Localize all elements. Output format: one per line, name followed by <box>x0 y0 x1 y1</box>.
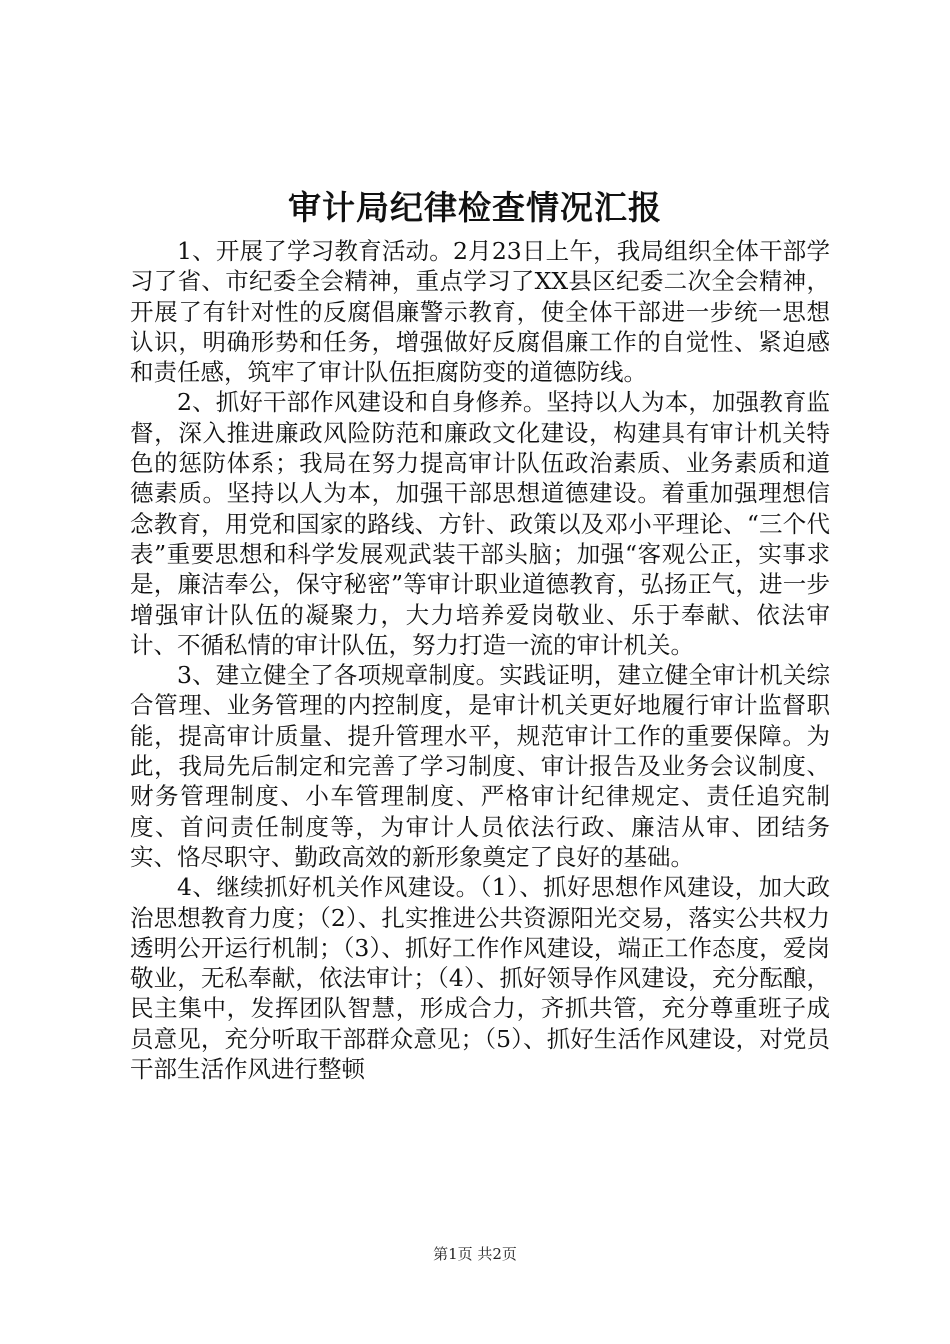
document-title: 审计局纪律检查情况汇报 <box>288 188 662 227</box>
paragraph-4: 4、继续抓好机关作风建设。（1）、抓好思想作风建设，加大政治思想教育力度；（2）、扎实推进公共资源阳光交易，落实公共权力透明公开运行机制；（3）、抓好工作作风建设，端正工作态度，爱岗敬业，无私奉献，依法审计；（4）、抓好领导作风建设，充分酝酿，民主集中，发挥团队智慧，形成合力，齐抓共管，充分尊重班子成员意见，充分听取干部群众意见；（5）、抓好生活作风建设，对党员干部生活作风进行整顿 <box>130 873 830 1084</box>
paragraph-3: 3、建立健全了各项规章制度。实践证明，建立健全审计机关综合管理、业务管理的内控制度，是审计机关更好地履行审计监督职能，提高审计质量、提升管理水平，规范审计工作的重要保障。为此，我局先后制定和完善了学习制度、审计报告及业务会议制度、财务管理制度、小车管理制度、严格审计纪律规定、责任追究制度、首问责任制度等，为审计人员依法行政、廉洁从审、团结务实、恪尽职守、勤政高效的新形象奠定了良好的基础。 <box>130 661 830 871</box>
page-footer: 第1页 共2页 <box>433 1245 517 1263</box>
paragraph-1: 1、开展了学习教育活动。2月23日上午，我局组织全体干部学习了省、市纪委全会精神，重点学习了XX县区纪委二次全会精神，开展了有针对性的反腐倡廉警示教育，使全体干部进一步统一思想认识，明确形势和任务，增强做好反腐倡廉工作的自觉性、紧迫感和责任感，筑牢了审计队伍拒腐防变的道德防线。 <box>130 237 830 387</box>
paragraph-2: 2、抓好干部作风建设和自身修养。坚持以人为本，加强教育监督，深入推进廉政风险防范和廉政文化建设，构建具有审计机关特色的惩防体系；我局在努力提高审计队伍政治素质、业务素质和道德素质。坚持以人为本，加强干部思想道德建设。着重加强理想信念教育，用党和国家的路线、方针、政策以及邓小平理论、“三个代表”重要思想和科学发展观武装干部头脑；加强“客观公正，实事求是，廉洁奉公，保守秘密”等审计职业道德教育，弘扬正气，进一步增强审计队伍的凝聚力，大力培养爱岗敬业、乐于奉献、依法审计、不循私情的审计队伍，努力打造一流的审计机关。 <box>130 388 830 659</box>
document-body <box>130 236 830 1084</box>
